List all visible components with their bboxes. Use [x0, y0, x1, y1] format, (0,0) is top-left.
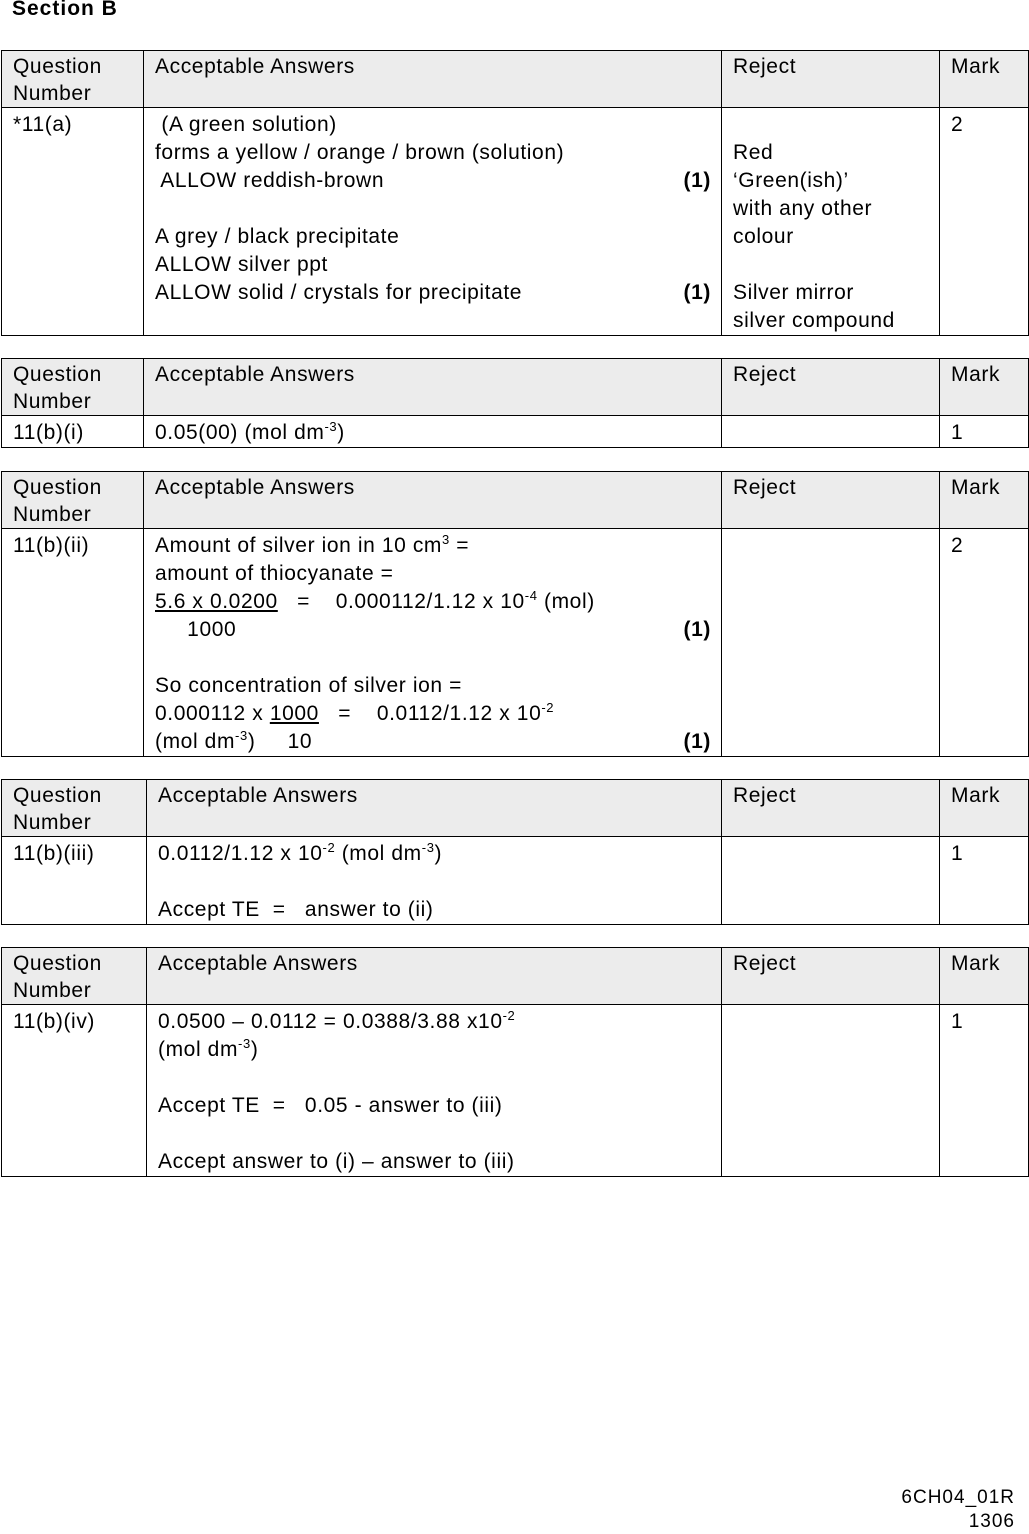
reject-line: with any other — [733, 197, 873, 220]
acceptable-answers-cell — [147, 837, 722, 925]
mark-cell: 1 — [940, 416, 1029, 448]
table-11a — [1, 50, 1029, 336]
superscript: -3 — [421, 840, 435, 855]
header-mark: Mark — [940, 780, 1029, 837]
table-row — [2, 1005, 1029, 1177]
mark-cell: 2 — [940, 529, 1029, 757]
session-code: 1306 — [968, 1511, 1015, 1532]
line-mark: (1) — [683, 169, 711, 192]
answer-line: ALLOW silver ppt — [155, 253, 328, 276]
mark-cell: 2 — [940, 108, 1029, 336]
table-11biii — [1, 779, 1029, 925]
superscript: -2 — [502, 1008, 516, 1023]
reject-line: colour — [733, 225, 794, 248]
answer-text: = — [449, 534, 470, 557]
header-acceptable-answers: Acceptable Answers — [147, 948, 722, 1005]
header-acceptable-answers: Acceptable Answers — [144, 51, 722, 108]
section-title: Section B — [12, 0, 118, 20]
mark-cell: 1 — [940, 837, 1029, 925]
header-row — [2, 51, 1029, 108]
answer-line — [158, 1036, 711, 1064]
line-mark: (1) — [683, 281, 711, 304]
answer-text: ALLOW solid / crystals for precipitate — [155, 281, 523, 304]
table-11biv — [1, 947, 1029, 1177]
answer-line — [155, 616, 711, 644]
question-number: 11(b)(ii) — [2, 529, 144, 757]
line-mark: (1) — [683, 730, 711, 753]
answer-text: 0.0500 – 0.0112 = 0.0388/3.88 x10 — [158, 1010, 503, 1033]
header-reject: Reject — [722, 472, 940, 529]
answer-text: = 0.0112/1.12 x 10 — [318, 702, 542, 725]
superscript: 3 — [442, 532, 450, 547]
header-mark: Mark — [940, 472, 1029, 529]
table-row — [2, 108, 1029, 336]
superscript: -3 — [238, 1036, 251, 1051]
answer-line: A grey / black precipitate — [155, 225, 400, 248]
line-mark: (1) — [683, 618, 711, 641]
fraction-numerator: 5.6 x 0.0200 — [155, 590, 278, 613]
answer-text: 0.000112 x — [155, 702, 270, 725]
fraction-numerator: 1000 — [269, 702, 319, 725]
header-mark: Mark — [940, 359, 1029, 416]
header-question-number: Question Number — [2, 51, 144, 108]
reject-line: Red — [733, 141, 774, 164]
header-row — [2, 948, 1029, 1005]
reject-cell — [722, 416, 940, 448]
answer-text: ) — [434, 842, 443, 865]
header-question-number: Question Number — [2, 780, 147, 837]
header-row — [2, 472, 1029, 529]
reject-cell — [722, 837, 940, 925]
header-acceptable-answers: Acceptable Answers — [144, 472, 722, 529]
answer-text: ) — [250, 1038, 259, 1061]
answer-text: (mol) — [537, 590, 595, 613]
answer-text: ALLOW reddish-brown — [155, 169, 385, 192]
acceptable-answers-cell — [144, 529, 722, 757]
header-reject: Reject — [722, 780, 940, 837]
header-acceptable-answers: Acceptable Answers — [144, 359, 722, 416]
header-reject: Reject — [722, 51, 940, 108]
table-row — [2, 416, 1029, 448]
superscript: -2 — [541, 700, 555, 715]
answer-line — [155, 167, 711, 195]
reject-line: ‘Green(ish)’ — [733, 169, 849, 192]
answer-line: Accept TE = 0.05 - answer to (iii) — [158, 1094, 503, 1117]
answer-line — [158, 840, 711, 868]
question-number: 11(b)(i) — [2, 416, 144, 448]
superscript: -4 — [524, 588, 538, 603]
answer-text: Amount of silver ion in 10 cm — [155, 534, 443, 557]
answer-line — [155, 700, 711, 728]
fraction-denominator: 1000 — [155, 618, 237, 641]
answer-line — [158, 1008, 711, 1036]
answer-text: (mol dm — [155, 730, 236, 753]
reject-line: silver compound — [733, 309, 895, 332]
header-mark: Mark — [940, 51, 1029, 108]
header-row — [2, 780, 1029, 837]
answer-text: = 0.000112/1.12 x 10 — [277, 590, 525, 613]
header-row — [2, 359, 1029, 416]
answer-text: 0.05(00) (mol dm — [155, 421, 325, 444]
answer-line: (A green solution) — [155, 113, 337, 136]
table-11bii — [1, 471, 1029, 757]
reject-cell — [722, 1005, 940, 1177]
answer-line: amount of thiocyanate = — [155, 562, 394, 585]
table-row — [2, 837, 1029, 925]
answer-line — [155, 588, 711, 616]
question-number: *11(a) — [2, 108, 144, 336]
answer-line — [155, 728, 711, 756]
paper-code: 6CH04_01R — [901, 1487, 1015, 1508]
acceptable-answers-cell — [147, 1005, 722, 1177]
header-reject: Reject — [722, 948, 940, 1005]
header-mark: Mark — [940, 948, 1029, 1005]
header-acceptable-answers: Acceptable Answers — [147, 780, 722, 837]
mark-cell: 1 — [940, 1005, 1029, 1177]
page-footer — [901, 1486, 1015, 1534]
header-question-number: Question Number — [2, 948, 147, 1005]
answer-line: Accept answer to (i) – answer to (iii) — [158, 1150, 515, 1173]
table-11bi — [1, 358, 1029, 448]
reject-line: Silver mirror — [733, 281, 854, 304]
answer-text: (mol dm — [335, 842, 422, 865]
answer-text: 0.0112/1.12 x 10 — [158, 842, 323, 865]
header-reject: Reject — [722, 359, 940, 416]
answer-text: (mol dm — [158, 1038, 239, 1061]
answer-line — [155, 532, 711, 560]
answer-line: So concentration of silver ion = — [155, 674, 462, 697]
superscript: -3 — [235, 728, 248, 743]
acceptable-answers-cell — [144, 108, 722, 336]
table-row — [2, 529, 1029, 757]
answer-text: ) 10 — [247, 730, 313, 753]
question-number: 11(b)(iii) — [2, 837, 147, 925]
header-question-number: Question Number — [2, 472, 144, 529]
answer-line: forms a yellow / orange / brown (solution) — [155, 141, 565, 164]
reject-cell — [722, 529, 940, 757]
answer-line — [155, 279, 711, 307]
header-question-number: Question Number — [2, 359, 144, 416]
superscript: -2 — [322, 840, 336, 855]
superscript: -3 — [324, 419, 338, 434]
question-number: 11(b)(iv) — [2, 1005, 147, 1177]
answer-line: Accept TE = answer to (ii) — [158, 898, 434, 921]
acceptable-answers-cell — [144, 416, 722, 448]
reject-cell — [722, 108, 940, 336]
answer-text: ) — [337, 421, 345, 444]
